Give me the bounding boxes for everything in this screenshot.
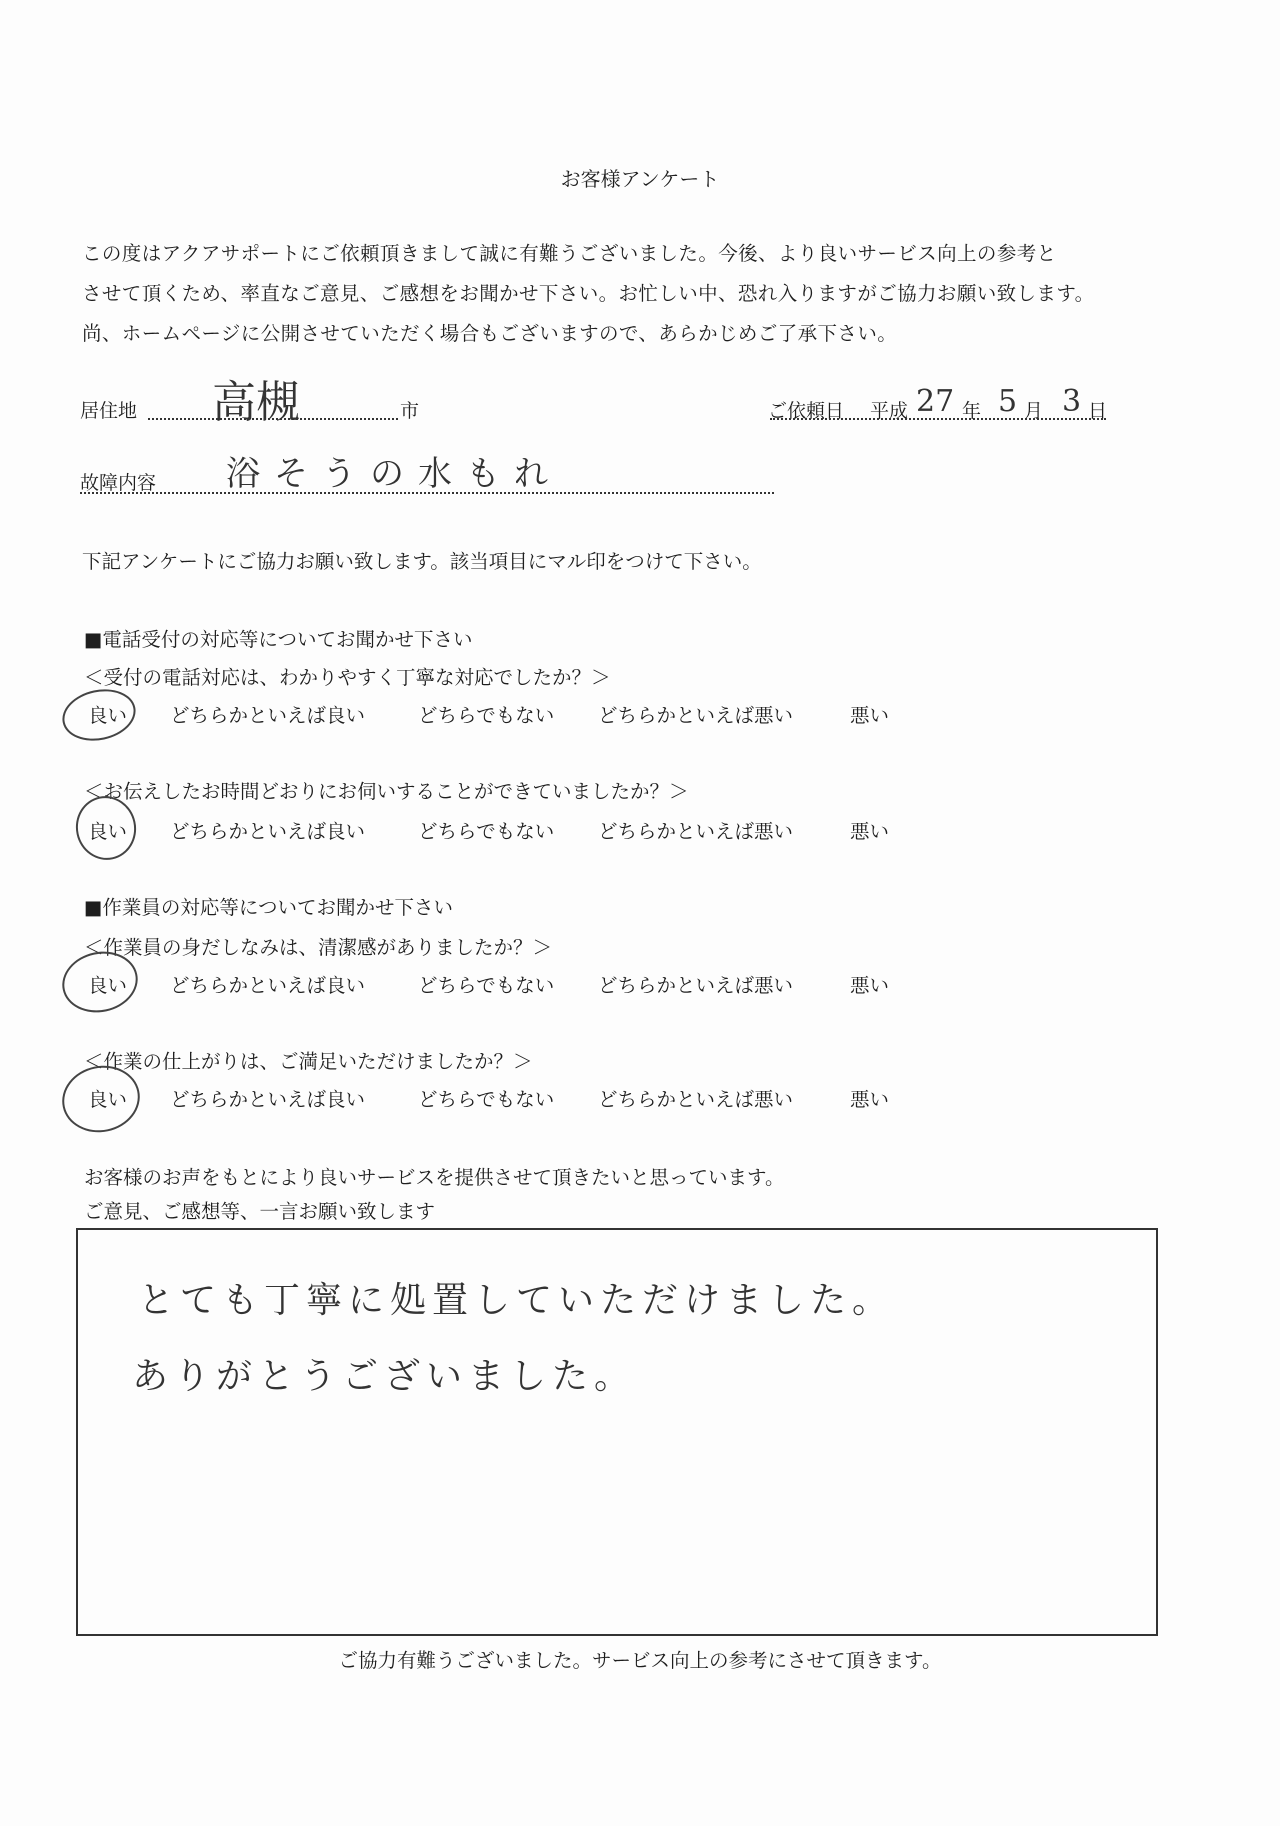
comment-prompt-line-2: ご意見、ご感想等、一言お願い致します <box>84 1200 436 1223</box>
option-somewhat-bad[interactable]: どちらかといえば悪い <box>598 974 794 997</box>
option-neutral[interactable]: どちらでもない <box>418 1088 555 1111</box>
request-date-underline <box>770 418 1106 420</box>
option-good[interactable]: 良い <box>88 704 128 727</box>
option-somewhat-bad[interactable]: どちらかといえば悪い <box>598 820 794 843</box>
option-good[interactable]: 良い <box>88 974 128 997</box>
comment-box[interactable] <box>76 1228 1158 1636</box>
option-somewhat-good[interactable]: どちらかといえば良い <box>170 820 366 843</box>
section-staff-heading: ■作業員の対応等についてお聞かせ下さい <box>84 896 454 919</box>
instruction-text: 下記アンケートにご協力お願い致します。該当項目にマル印をつけて下さい。 <box>82 550 762 573</box>
request-date-year[interactable]: 27 <box>916 384 955 419</box>
request-date-era: 平成 <box>870 400 909 422</box>
comment-line-2: ありがとうございました。 <box>132 1356 637 1397</box>
request-date-year-unit: 年 <box>962 400 982 422</box>
option-somewhat-good[interactable]: どちらかといえば良い <box>170 1088 366 1111</box>
residence-value[interactable]: 高槻 <box>212 377 300 428</box>
issue-underline <box>80 492 774 494</box>
option-bad[interactable]: 悪い <box>850 974 890 997</box>
question-staff-quality: ＜作業の仕上がりは、ご満足いただけましたか？＞ <box>84 1050 533 1073</box>
option-good[interactable]: 良い <box>88 1088 128 1111</box>
option-neutral[interactable]: どちらでもない <box>418 820 555 843</box>
request-date-month-unit: 月 <box>1024 400 1044 422</box>
question-staff-appearance: ＜作業員の身だしなみは、清潔感がありましたか？＞ <box>84 936 553 959</box>
section-phone-heading: ■電話受付の対応等についてお聞かせ下さい <box>84 628 473 651</box>
option-bad[interactable]: 悪い <box>850 704 890 727</box>
selection-circle <box>58 683 141 747</box>
comment-prompt-line-1: お客様のお声をもとにより良いサービスを提供させて頂きたいと思っています。 <box>84 1166 785 1189</box>
option-neutral[interactable]: どちらでもない <box>418 974 555 997</box>
intro-line-3: 尚、ホームページに公開させていただく場合もございますので、あらかじめご了承下さい。 <box>82 322 898 345</box>
option-somewhat-good[interactable]: どちらかといえば良い <box>170 974 366 997</box>
intro-line-2: させて頂くため、率直なご意見、ご感想をお聞かせ下さい。お忙しい中、恐れ入りますがご協力お願い致します。 <box>82 282 1095 305</box>
request-date-month[interactable]: 5 <box>998 384 1018 419</box>
survey-title: お客様アンケート <box>560 167 720 191</box>
question-phone-clarity: ＜受付の電話対応は、わかりやすく丁寧な対応でしたか？＞ <box>84 666 611 689</box>
request-date-day[interactable]: 3 <box>1062 384 1082 419</box>
issue-label: 故障内容 <box>80 472 157 494</box>
issue-value[interactable]: 浴そうの水もれ <box>226 454 562 494</box>
comment-line-1: とても丁寧に処置していただけました。 <box>138 1280 895 1321</box>
option-somewhat-bad[interactable]: どちらかといえば悪い <box>598 704 794 727</box>
residence-suffix: 市 <box>400 400 420 422</box>
request-date-day-unit: 日 <box>1088 400 1108 422</box>
request-date-label: ご依頼日 <box>768 400 845 422</box>
option-bad[interactable]: 悪い <box>850 1088 890 1111</box>
option-somewhat-good[interactable]: どちらかといえば良い <box>170 704 366 727</box>
option-good[interactable]: 良い <box>88 820 128 843</box>
option-neutral[interactable]: どちらでもない <box>418 704 555 727</box>
footer-thanks: ご協力有難うございました。サービス向上の参考にさせて頂きます。 <box>338 1649 942 1672</box>
option-bad[interactable]: 悪い <box>850 820 890 843</box>
question-phone-timing: ＜お伝えしたお時間どおりにお伺いすることができていましたか？＞ <box>84 780 689 803</box>
option-somewhat-bad[interactable]: どちらかといえば悪い <box>598 1088 794 1111</box>
residence-label: 居住地 <box>80 400 138 422</box>
intro-line-1: この度はアクアサポートにご依頼頂きまして誠に有難うございました。今後、より良いサービス向上の参考と <box>82 242 1057 265</box>
